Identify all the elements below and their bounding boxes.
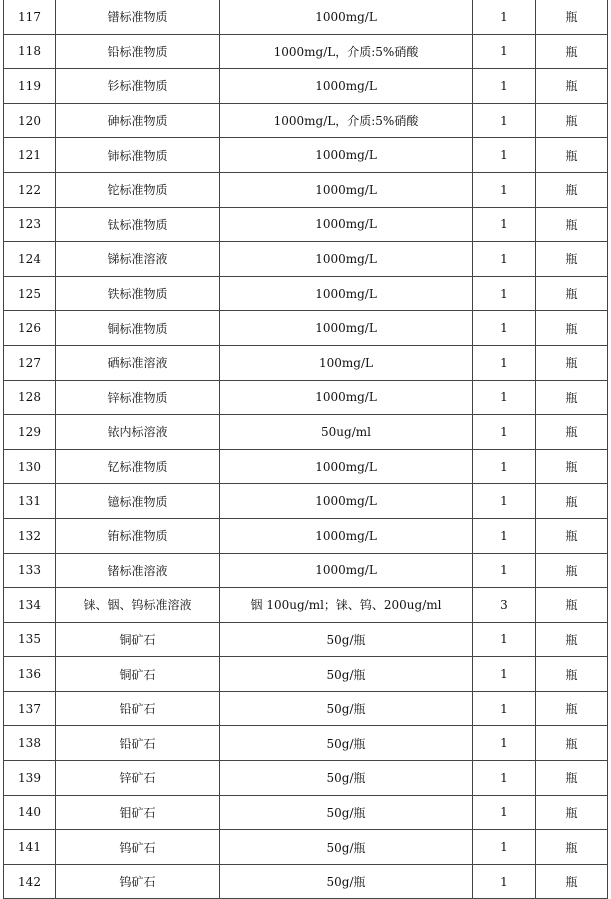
cell-spec: 1000mg/L (220, 276, 473, 311)
cell-quantity: 1 (473, 622, 536, 657)
cell-name: 铱内标溶液 (56, 415, 220, 450)
cell-quantity: 1 (473, 311, 536, 346)
cell-quantity: 1 (473, 138, 536, 173)
cell-spec: 铟 100ug/ml；铼、钨、200ug/ml (220, 588, 473, 623)
cell-spec: 50g/瓶 (220, 761, 473, 796)
cell-number: 133 (4, 553, 56, 588)
table-row (4, 864, 608, 899)
cell-number: 134 (4, 588, 56, 623)
cell-spec: 1000mg/L (220, 518, 473, 553)
cell-quantity: 1 (473, 276, 536, 311)
cell-name: 钇标准物质 (56, 449, 220, 484)
cell-spec: 50g/瓶 (220, 657, 473, 692)
cell-spec: 50g/瓶 (220, 691, 473, 726)
cell-unit: 瓶 (536, 276, 608, 311)
cell-quantity: 1 (473, 415, 536, 450)
cell-unit: 瓶 (536, 864, 608, 899)
cell-quantity: 1 (473, 830, 536, 865)
cell-number: 131 (4, 484, 56, 519)
cell-name: 镨标准物质 (56, 0, 220, 34)
cell-unit: 瓶 (536, 761, 608, 796)
cell-spec: 100mg/L (220, 345, 473, 380)
cell-unit: 瓶 (536, 484, 608, 519)
cell-number: 127 (4, 345, 56, 380)
cell-unit: 瓶 (536, 795, 608, 830)
cell-number: 125 (4, 276, 56, 311)
cell-name: 铜矿石 (56, 622, 220, 657)
cell-spec: 50g/瓶 (220, 726, 473, 761)
cell-name: 铅矿石 (56, 691, 220, 726)
cell-number: 135 (4, 622, 56, 657)
table-row (4, 103, 608, 138)
cell-name: 锌矿石 (56, 761, 220, 796)
reagent-table (3, 0, 608, 899)
cell-spec: 1000mg/L (220, 449, 473, 484)
cell-spec: 1000mg/L (220, 0, 473, 34)
cell-spec: 1000mg/L (220, 380, 473, 415)
table-row (4, 795, 608, 830)
cell-name: 锑标准溶液 (56, 242, 220, 277)
cell-quantity: 1 (473, 691, 536, 726)
table-row (4, 726, 608, 761)
cell-unit: 瓶 (536, 553, 608, 588)
cell-number: 128 (4, 380, 56, 415)
cell-name: 铜矿石 (56, 657, 220, 692)
cell-unit: 瓶 (536, 207, 608, 242)
cell-number: 136 (4, 657, 56, 692)
cell-quantity: 1 (473, 553, 536, 588)
cell-spec: 50g/瓶 (220, 622, 473, 657)
table-row (4, 622, 608, 657)
cell-quantity: 1 (473, 0, 536, 34)
cell-unit: 瓶 (536, 311, 608, 346)
cell-unit: 瓶 (536, 588, 608, 623)
cell-name: 铁标准物质 (56, 276, 220, 311)
cell-unit: 瓶 (536, 69, 608, 104)
table-row (4, 69, 608, 104)
table-row (4, 415, 608, 450)
cell-unit: 瓶 (536, 242, 608, 277)
table-row (4, 276, 608, 311)
cell-name: 锗标准溶液 (56, 553, 220, 588)
cell-quantity: 1 (473, 761, 536, 796)
cell-quantity: 1 (473, 34, 536, 69)
table-row (4, 34, 608, 69)
cell-quantity: 1 (473, 103, 536, 138)
cell-unit: 瓶 (536, 345, 608, 380)
cell-name: 铕标准物质 (56, 518, 220, 553)
cell-name: 铈标准物质 (56, 138, 220, 173)
table-row (4, 0, 608, 34)
cell-name: 铅矿石 (56, 726, 220, 761)
cell-number: 120 (4, 103, 56, 138)
cell-number: 126 (4, 311, 56, 346)
table-row (4, 761, 608, 796)
cell-number: 129 (4, 415, 56, 450)
cell-name: 硒标准溶液 (56, 345, 220, 380)
cell-spec: 1000mg/L (220, 172, 473, 207)
table-row (4, 691, 608, 726)
cell-spec: 50g/瓶 (220, 864, 473, 899)
cell-number: 141 (4, 830, 56, 865)
table-row (4, 138, 608, 173)
cell-name: 铜标准物质 (56, 311, 220, 346)
cell-spec: 1000mg/L (220, 138, 473, 173)
cell-unit: 瓶 (536, 34, 608, 69)
cell-spec: 1000mg/L (220, 553, 473, 588)
cell-name: 铊标准物质 (56, 172, 220, 207)
table-row (4, 380, 608, 415)
cell-number: 139 (4, 761, 56, 796)
cell-quantity: 1 (473, 657, 536, 692)
cell-number: 140 (4, 795, 56, 830)
cell-number: 137 (4, 691, 56, 726)
table-body (4, 0, 608, 899)
cell-name: 锌标准物质 (56, 380, 220, 415)
cell-quantity: 1 (473, 518, 536, 553)
table-row (4, 242, 608, 277)
cell-name: 镱标准物质 (56, 484, 220, 519)
cell-number: 142 (4, 864, 56, 899)
cell-quantity: 1 (473, 345, 536, 380)
cell-name: 钼矿石 (56, 795, 220, 830)
cell-unit: 瓶 (536, 830, 608, 865)
cell-spec: 50g/瓶 (220, 830, 473, 865)
cell-quantity: 1 (473, 795, 536, 830)
cell-spec: 1000mg/L (220, 242, 473, 277)
cell-unit: 瓶 (536, 0, 608, 34)
cell-name: 钨矿石 (56, 830, 220, 865)
table-row (4, 588, 608, 623)
cell-spec: 1000mg/L (220, 484, 473, 519)
cell-number: 138 (4, 726, 56, 761)
table-row (4, 311, 608, 346)
table-row (4, 345, 608, 380)
cell-number: 118 (4, 34, 56, 69)
cell-number: 124 (4, 242, 56, 277)
cell-unit: 瓶 (536, 172, 608, 207)
cell-spec: 1000mg/L，介质:5%硝酸 (220, 34, 473, 69)
cell-number: 130 (4, 449, 56, 484)
cell-quantity: 1 (473, 726, 536, 761)
table-row (4, 172, 608, 207)
cell-spec: 1000mg/L (220, 311, 473, 346)
cell-number: 123 (4, 207, 56, 242)
cell-quantity: 1 (473, 864, 536, 899)
cell-quantity: 1 (473, 380, 536, 415)
cell-spec: 50ug/ml (220, 415, 473, 450)
cell-unit: 瓶 (536, 380, 608, 415)
cell-unit: 瓶 (536, 415, 608, 450)
cell-number: 119 (4, 69, 56, 104)
table-row (4, 657, 608, 692)
cell-unit: 瓶 (536, 138, 608, 173)
cell-number: 122 (4, 172, 56, 207)
cell-quantity: 1 (473, 172, 536, 207)
cell-name: 钐标准物质 (56, 69, 220, 104)
cell-name: 钨矿石 (56, 864, 220, 899)
cell-name: 砷标准物质 (56, 103, 220, 138)
cell-quantity: 1 (473, 69, 536, 104)
table-row (4, 207, 608, 242)
cell-spec: 1000mg/L，介质:5%硝酸 (220, 103, 473, 138)
cell-number: 117 (4, 0, 56, 34)
table-row (4, 484, 608, 519)
table-row (4, 518, 608, 553)
cell-name: 钛标准物质 (56, 207, 220, 242)
cell-name: 铼、铟、钨标准溶液 (56, 588, 220, 623)
cell-name: 铅标准物质 (56, 34, 220, 69)
cell-quantity: 3 (473, 588, 536, 623)
cell-spec: 50g/瓶 (220, 795, 473, 830)
table-row (4, 553, 608, 588)
table-row (4, 830, 608, 865)
cell-unit: 瓶 (536, 691, 608, 726)
cell-unit: 瓶 (536, 103, 608, 138)
cell-quantity: 1 (473, 449, 536, 484)
cell-number: 121 (4, 138, 56, 173)
cell-unit: 瓶 (536, 726, 608, 761)
cell-unit: 瓶 (536, 449, 608, 484)
cell-quantity: 1 (473, 207, 536, 242)
cell-spec: 1000mg/L (220, 207, 473, 242)
cell-unit: 瓶 (536, 518, 608, 553)
cell-number: 132 (4, 518, 56, 553)
cell-quantity: 1 (473, 242, 536, 277)
cell-unit: 瓶 (536, 657, 608, 692)
table-row (4, 449, 608, 484)
cell-unit: 瓶 (536, 622, 608, 657)
cell-spec: 1000mg/L (220, 69, 473, 104)
cell-quantity: 1 (473, 484, 536, 519)
